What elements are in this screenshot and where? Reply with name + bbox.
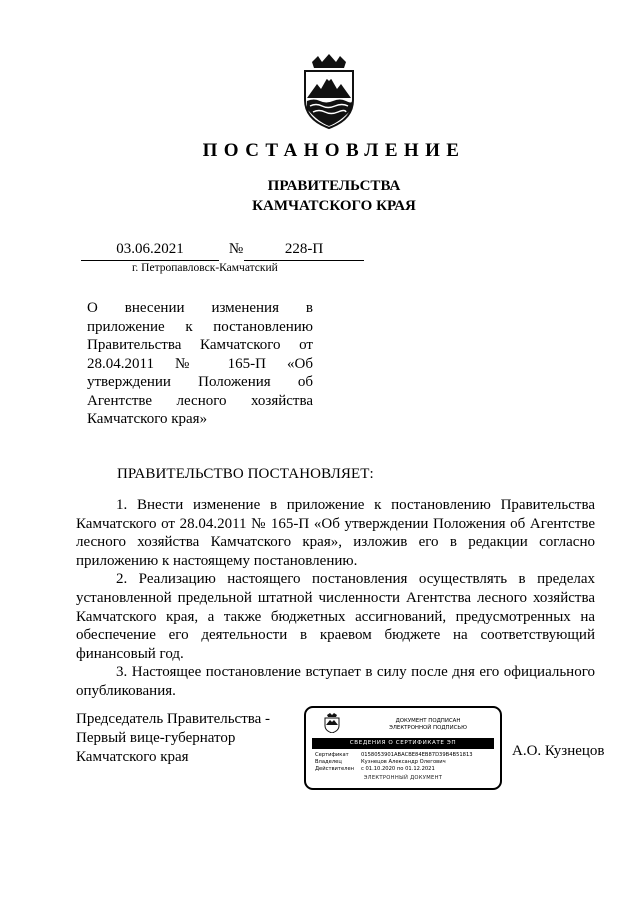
cert-value: 0158053901ABACBE84EB87D39B4B51813 xyxy=(361,752,473,758)
position-line-2: Первый вице-губернатор xyxy=(76,730,236,746)
owner-value: Кузнецов Александр Олегович xyxy=(361,759,446,765)
paragraph-2: 2. Реализацию настоящего постановления осуществлять в пределах установленной предельной штатной численности Агентства лесного хозяйства Камчатского края, а также бюджетных ассигнований, предусмотренных на обеспечение его деятельности в краевом бюджете на соответствующий финансовый год. xyxy=(76,571,595,662)
position-line-3: Камчатского края xyxy=(76,749,189,765)
issue-city: г. Петропавловск-Камчатский xyxy=(132,262,278,274)
paragraph-1: 1. Внести изменение в приложение к постановлению Правительства Камчатского от 28.04.2011 № 165-П «Об утверждении Положения об Агентстве лесного хозяйства Камчатского края», изложив его в редакции согласно приложению к настоящему постановлению. xyxy=(76,497,595,569)
signatory-position xyxy=(76,710,270,767)
stamp-footer: ЭЛЕКТРОННЫЙ ДОКУМЕНТ xyxy=(363,775,443,781)
number-sign: № xyxy=(228,241,244,257)
stamp-emblem-icon xyxy=(324,713,340,733)
decree-subject: О внесении изменения в приложение к постановлению Правительства Камчатского от 28.04.2011 № 165-П «Об утверждении Положения об Агентстве лесного хозяйства Камчатского края» xyxy=(87,300,313,427)
stamp-row-owner xyxy=(315,759,446,765)
paragraph-3: 3. Настоящее постановление вступает в силу после дня его официального опубликования. xyxy=(76,664,595,699)
stamp-row-certificate xyxy=(315,752,473,758)
stamp-row-validity xyxy=(315,766,435,772)
stamp-title-line-2: ЭЛЕКТРОННОЙ ПОДПИСЬЮ xyxy=(389,725,467,731)
document-type-heading: ПОСТАНОВЛЕНИЕ xyxy=(202,140,466,161)
decree-number: 228-П xyxy=(244,241,364,261)
decree-heading: ПРАВИТЕЛЬСТВО ПОСТАНОВЛЯЕТ: xyxy=(117,466,374,482)
stamp-certificate-bar: СВЕДЕНИЯ О СЕРТИФИКАТЕ ЭП xyxy=(312,738,494,749)
issuer-line-1: ПРАВИТЕЛЬСТВА xyxy=(267,178,401,194)
decree-date: 03.06.2021 xyxy=(81,241,219,261)
stamp-title xyxy=(358,718,498,732)
valid-value: с 01.10.2020 по 01.12.2021 xyxy=(361,766,435,772)
stamp-title-line-1: ДОКУМЕНТ ПОДПИСАН xyxy=(395,718,461,724)
electronic-signature-stamp xyxy=(304,706,502,790)
cert-label: Сертификат xyxy=(315,752,349,758)
valid-label: Действителен xyxy=(315,766,355,772)
issuer-heading xyxy=(0,176,640,216)
owner-label: Владелец xyxy=(315,759,342,765)
kamchatka-coat-of-arms-icon xyxy=(300,54,358,130)
signatory-name: А.О. Кузнецов xyxy=(512,743,605,759)
issuer-line-2: КАМЧАТСКОГО КРАЯ xyxy=(252,198,416,214)
decree-body xyxy=(76,496,595,701)
position-line-1: Председатель Правительства - xyxy=(76,711,271,727)
